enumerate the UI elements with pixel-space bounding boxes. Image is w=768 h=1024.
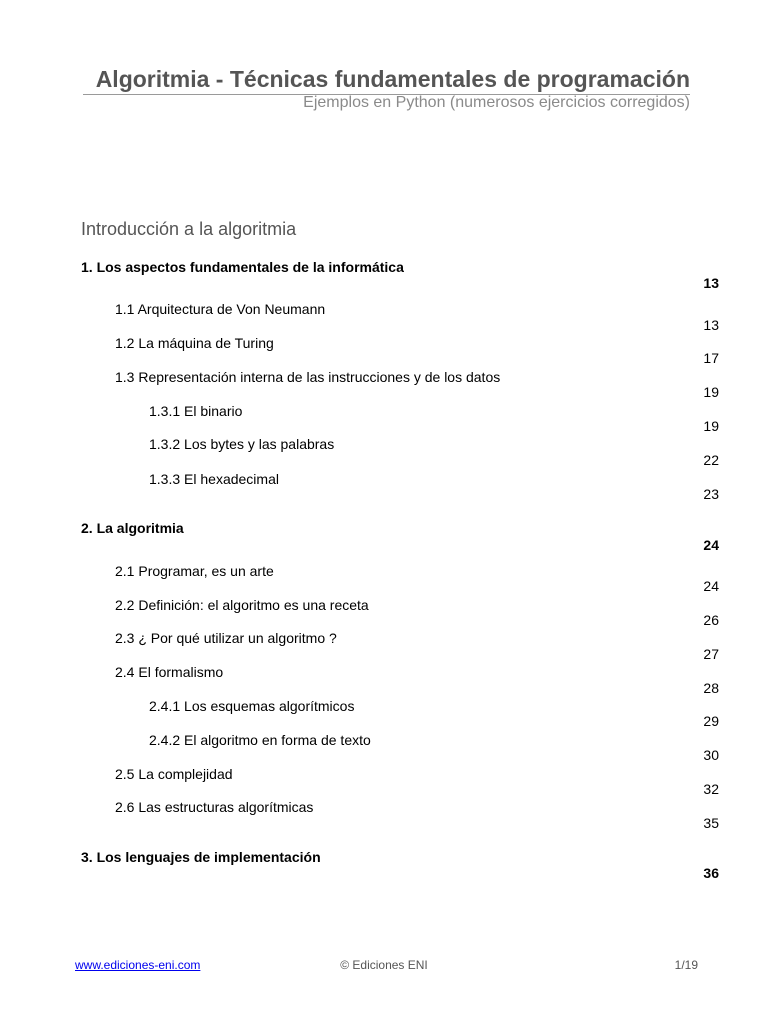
document-title: Algoritmia - Técnicas fundamentales de programación bbox=[95, 66, 690, 92]
toc-entry-label[interactable]: 2.3 ¿ Por qué utilizar un algoritmo ? bbox=[115, 630, 337, 646]
toc-entry-label[interactable]: 1. Los aspectos fundamentales de la informática bbox=[81, 259, 404, 275]
toc-entry-label[interactable]: 2.4.1 Los esquemas algorítmicos bbox=[149, 698, 355, 714]
toc-entry-page: 32 bbox=[703, 781, 719, 797]
toc-entry-page: 36 bbox=[703, 865, 719, 881]
toc-entry-page: 22 bbox=[703, 452, 719, 468]
toc-entry-page: 28 bbox=[703, 680, 719, 696]
toc-entry-page: 24 bbox=[703, 578, 719, 594]
toc-entry-page: 26 bbox=[703, 612, 719, 628]
copyright-text: © Ediciones ENI bbox=[340, 958, 428, 972]
toc-entry-label[interactable]: 2.4.2 El algoritmo en forma de texto bbox=[149, 732, 371, 748]
toc-entry-label[interactable]: 2.5 La complejidad bbox=[115, 766, 233, 782]
toc-entry-label[interactable]: 1.1 Arquitectura de Von Neumann bbox=[115, 301, 326, 317]
toc-entry-label[interactable]: 3. Los lenguajes de implementación bbox=[81, 849, 321, 865]
toc-entry-label[interactable]: 2.4 El formalismo bbox=[115, 664, 224, 680]
toc-entry-page: 30 bbox=[703, 747, 719, 763]
toc-entry-label[interactable]: 2.1 Programar, es un arte bbox=[115, 563, 274, 579]
toc-entry-label[interactable]: 1.3 Representación interna de las instrucciones y de los datos bbox=[115, 369, 501, 385]
toc-entry-page: 23 bbox=[703, 486, 719, 502]
toc-entry-page: 27 bbox=[703, 646, 719, 662]
toc-entry-label[interactable]: 1.3.2 Los bytes y las palabras bbox=[149, 436, 335, 452]
toc-entry-label[interactable]: 1.3.1 El binario bbox=[149, 403, 243, 419]
toc-entry-page: 24 bbox=[703, 537, 719, 553]
toc-entry-label[interactable]: 2. La algoritmia bbox=[81, 520, 184, 536]
website-link[interactable]: www.ediciones-eni.com bbox=[75, 958, 201, 972]
toc-entry-page: 13 bbox=[703, 317, 719, 333]
toc-entry-page: 19 bbox=[703, 384, 719, 400]
section-heading: Introducción a la algoritmia bbox=[81, 219, 297, 239]
toc-entry-label[interactable]: 2.6 Las estructuras algorítmicas bbox=[115, 799, 314, 815]
toc-entry-page: 29 bbox=[703, 713, 719, 729]
toc-entry-page: 17 bbox=[703, 350, 719, 366]
toc-entry-page: 19 bbox=[703, 418, 719, 434]
document-subtitle: Ejemplos en Python (numerosos ejercicios corregidos) bbox=[303, 94, 690, 111]
toc-entry-page: 13 bbox=[703, 275, 719, 291]
toc-entry-label[interactable]: 2.2 Definición: el algoritmo es una receta bbox=[115, 597, 369, 613]
toc-entry-page: 35 bbox=[703, 815, 719, 831]
toc-entry-label[interactable]: 1.2 La máquina de Turing bbox=[115, 335, 274, 351]
toc-entry-label[interactable]: 1.3.3 El hexadecimal bbox=[149, 471, 279, 487]
page-number: 1/19 bbox=[674, 958, 698, 972]
